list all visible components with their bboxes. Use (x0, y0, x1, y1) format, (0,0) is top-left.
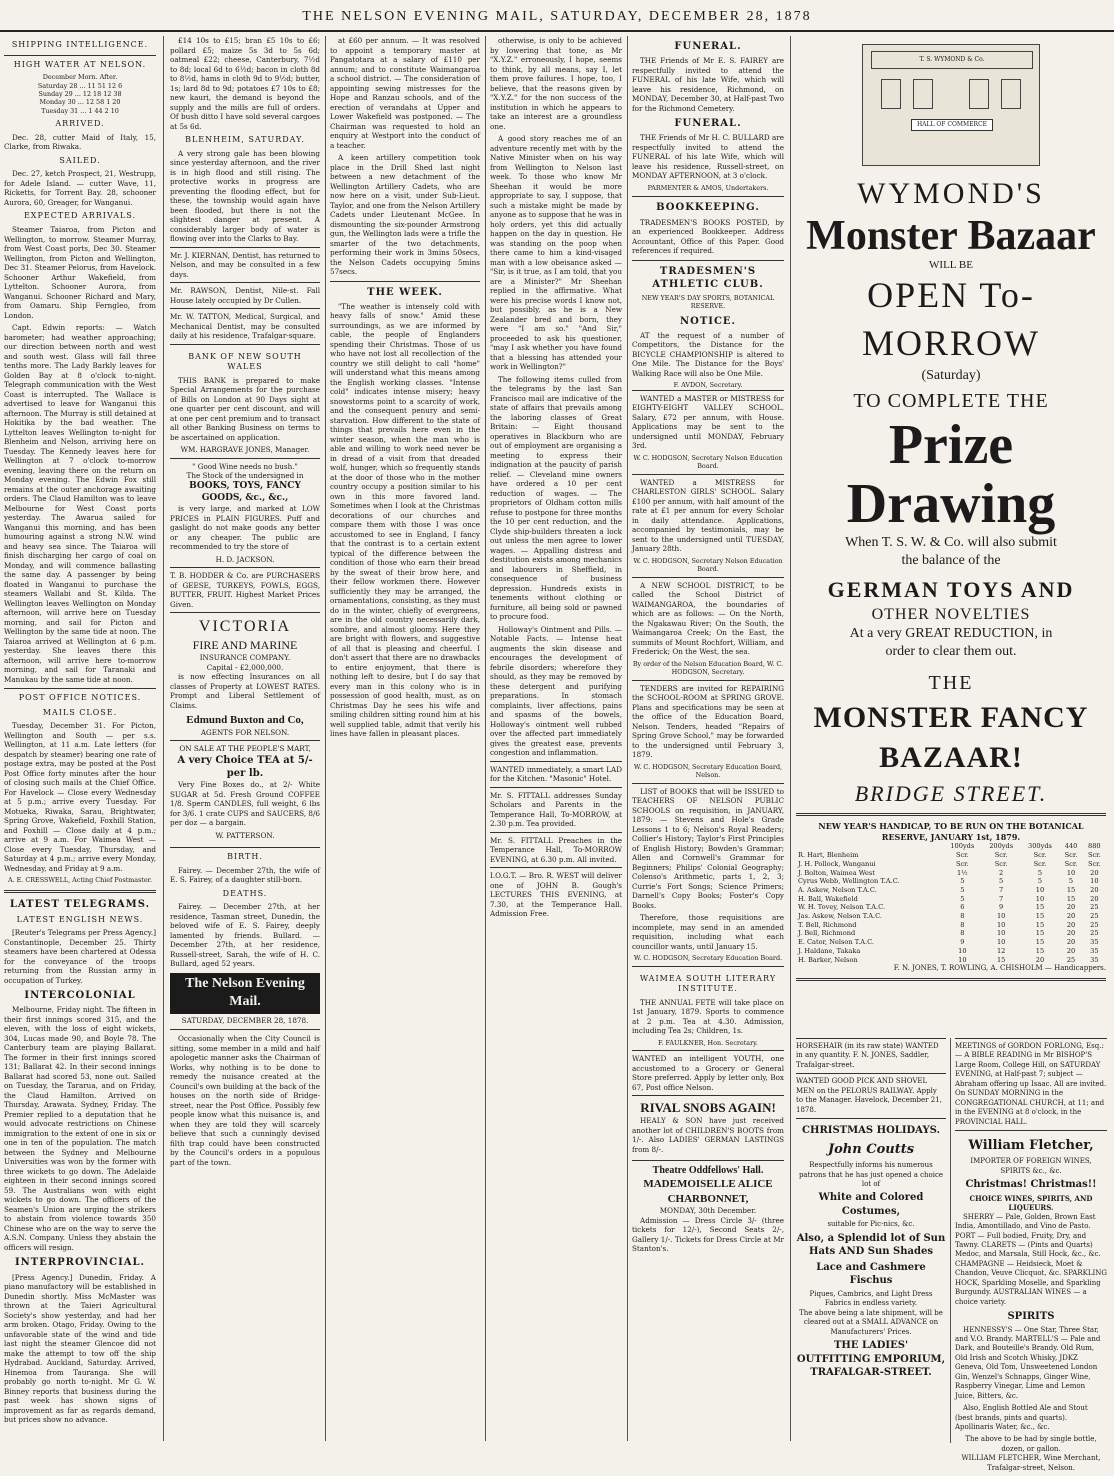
charbonnet-text: Admission — Dress Circle 3/- (three tickets for 12/-), Second Seats 2/-, Gallery 1/-. Tickets for Dress Circle at Mr Stanton's. (632, 1215, 784, 1254)
handicap-cell: Scr. (1087, 859, 1101, 868)
athletic-sub: NEW YEAR'S DAY SPORTS, BOTANICAL RESERVE. (641, 293, 775, 311)
runner-name: J. Bell, Richmond (798, 929, 856, 938)
good-wine: " Good Wine needs no bush." (192, 461, 298, 471)
tenders-text: TENDERS are invited for REPAIRING the SCHOOL-ROOM at SPRING GROVE. Plans and specifications may be seen at the office of the Education Board, Nelson. Tenders, headed "Repairs of Spring Grove School," may be forwarded to the undersigned until February 3, 1879. (632, 683, 784, 760)
master-text: WANTED a MASTER or MISTRESS for EIGHTY-EIGHT VALLEY SCHOOL. Salary, £72 per annum, with House. Applications may be sent to the undersigned until MONDAY, February 3rd. (632, 393, 784, 451)
deaths-text: Fairey. — December 27th, at her residence, Tasman street, Dunedin, the beloved wife of E. S. Fairey, deeply lamented by friends. Bullard. — December 27th, at her residence, Russell-street, Sarah, the wife of H. C. Bullard, aged 52 years. (170, 902, 320, 969)
ad-tatton: Mr. W. TATTON, Medical, Surgical, and Mechanical Dentist, may be consulted daily at his residence, Trafalgar-square. (170, 308, 320, 344)
handicap-row (796, 886, 1106, 895)
rival-title: RIVAL SNOBS AGAIN! (640, 1100, 776, 1116)
choice-wines: CHOICE WINES, SPIRITS, AND LIQUEURS. (969, 1193, 1093, 1213)
ad-charleston (632, 474, 784, 577)
handicap-cell: 20 (1066, 946, 1076, 955)
undertakers: PARMENTER & AMOS, Undertakers. (647, 183, 769, 192)
cadets-text: A keen artillery competition took place in the Drill Shed last night between a new detachment of the Wellington Artillery Cadets, who are now here on a visit, under Sub-Lieut. Taylor, and one from the Nelson Artillery Cadets under Lieutenant McGee. In dismounting the six-pounder Armstrong gun, the Wellington lads were a trifle the smarter of the two detachments, performing their work in 3mins 50secs, the Nelson Cadets occupying 5mins 57secs. (330, 153, 480, 276)
handicap-cell: 5 (960, 894, 965, 903)
column-rule (790, 36, 791, 1441)
runner-name: E. Cator, Nelson T.A.C. (798, 938, 874, 947)
post-signature: A. E. CRESSWELL, Acting Chief Postmaster. (7, 876, 153, 885)
tide-row: Saturday 28 ... 11 51 12 6 (37, 81, 123, 90)
runner-name: H. Barker, Nelson (798, 955, 858, 964)
intercolonial-text: Melbourne, Friday night. The fifteen in their first innings scored 315, and the eleven, with the loss of eight wickets, 304, Lucas made 90, and Boyle 78. The Canterbury team are playing Ballarat. The former in their first innings scored 131; Ballarat 42. In their second innings Ballarat had scored 53, none out. Sailed on Tuesday, the Tararua, and on Friday, the Claud Hamilton. Arrived on Thursday, Arawata. Sydney, Friday. The Premier replied to a deputation that he would advocate restrictions on Chinese immigration to the extent of one in six or one in ten of the population. The match between the Sydney and Melbourne Universities was won by the former with three wickets to go down. The Adelaide eighteen in their second innings scored 59. The Australians won with eight wickets to go down. The officers of the Seamen's Union are urging the strikers to abstain from violence towards 350 Chinese who are on the way to serve the A.S.N. Company. Unless they abstain the officers will resign. (4, 1005, 156, 1252)
bridge-street: BRIDGE STREET. (854, 781, 1048, 807)
blenheim-title: BLENHEIM, SATURDAY. (185, 135, 305, 144)
hall-sign: HALL OF COMMERCE (911, 119, 993, 131)
bank-title: BANK OF NEW SOUTH WALES (188, 351, 302, 372)
ad-fittall-scholars: Mr. S. FITTALL addresses Sunday Scholars and Parents in the Temperance Hall, To-MORROW, at 2.30 p.m. Tea provided. (490, 787, 622, 832)
sale-title: ON SALE AT THE PEOPLE'S MART, (179, 744, 311, 754)
sale-text: Very Fine Boxes do., at 2/- White SUGAR at 5d. Fresh Ground COFFEE 1/8. Sperm CANDLES, full weight, 6 lbs for 3/6. 1 crate CUPS and SAUCERS, 8/6 per doz — a bargain. (170, 780, 320, 828)
shipping-title: SHIPPING INTELLIGENCE. (11, 40, 149, 49)
column-6-left (796, 1038, 946, 1385)
masthead-title: THE NELSON EVENING MAIL, SATURDAY, DECEMBER 28, 1878 (302, 9, 812, 24)
handicap-cell: 5 (1037, 868, 1043, 877)
books-sig: W. C. HODGSON, Secretary Education Board. (633, 954, 783, 963)
handicap-cell: Scr. (994, 851, 1008, 860)
notice-text: AT the request of a number of Competitors, the Distance for the BICYCLE CHAMPIONSHIP is altered to One Mile. The Distance for the Boys' Walking Race will also be One Mile. (632, 330, 784, 378)
ad-victoria (170, 612, 320, 740)
editorial-text: Occasionally when the City Council is sitting, some member in a mild and half apologetic manner asks the Chairman of Works, why nothing is to be done to remedy the nuisance created at the Council's own building at the back of the houses on the north side of Bridge-street, near the Post Office. Possibly few people know what this nuisance is, and when they are told they will scarcely believe that such a cunningly devised filth trap could have been constructed by the Council's orders in a populous part of the town. (170, 1034, 320, 1167)
column-rule (950, 1038, 951, 1443)
column-rule (163, 36, 164, 1441)
handicap-cell: Scr. (1064, 859, 1078, 868)
waimea-text: THE ANNUAL FETE will take place on 1st January, 1879. Sports to commence at 2 p.m. Tea at 4.30. Admission, including Tea 2s; Children, 1s. (632, 997, 784, 1036)
handicap-cell: 7 (999, 885, 1004, 894)
handicap-header (796, 842, 1106, 851)
handicap-table (796, 842, 1106, 964)
handicap-cell: 15 (1035, 912, 1045, 921)
handicap-cell: 8 (960, 920, 965, 929)
handicap-cell: 10 (996, 920, 1006, 929)
handicap-cell: 9 (960, 938, 965, 947)
column-6-right (955, 1038, 1107, 1476)
white-costumes: White and Colored Costumes, (818, 1192, 924, 1217)
waimea-sig: F. FAULKNER, Hon. Secretary. (658, 1038, 758, 1047)
handicap-cell: 12 (996, 946, 1006, 955)
tenders-sig: W. C. HODGSON, Secretary Education Board, Nelson. (633, 762, 783, 780)
handicap-cell: 5 (960, 885, 965, 894)
mails-text: Tuesday, December 31. For Picton, Wellington and South — per s.s. Wellington, at 11 a.m. Late letters (for despatch by steamer) bearing one rate of postage extra, may be posted at the Post Post Office forty minutes after the hour of closing such mails at the Chief Office. For Havelock — Close every Wednesday at 5 p.m.; arrive every Tuesday. For Motueka, Riwaka, Sarau, Brightwater, Spring Grove, Wakefield, Foxhill Station, and Foxhill — Close daily at 4 p.m.; arrive at 9 a.m. For Waimea West — Close every Tuesday, Thursday, and Saturday at 4 p.m.; arrive every Monday, Wednesday, and Friday at 9 a.m. (4, 721, 156, 873)
sun-hats: Also, a Splendid lot of Sun Hats AND Sun Shades (796, 1232, 946, 1258)
healy-text: HEALY & SON have just received another lot of CHILDREN'S BOOTS from 1/-. Also LADIES' GERMAN LASTINGS from 8/-. (632, 1116, 784, 1154)
other-novelties: OTHER NOVELTIES (871, 605, 1031, 623)
handicap-cell: 5 (999, 877, 1004, 886)
runner-name: R. Hart, Blenheim (798, 851, 859, 860)
handicap-row (796, 929, 1106, 938)
handicap-cell: 8 (960, 929, 965, 938)
ad-youth: WANTED an intelligent YOUTH, one accustomed to a Grocery or General Store preferred. Apply by letter only, Box 67, Post office Nelson. (632, 1050, 784, 1095)
expected-text: Steamer Taiaroa, from Picton and Wellington, to morrow. Steamer Murray, from West Coast ports, Dec 30. Steamer Wellington, from Picton and Wellington, Dec 31. Steamer Pelorus, from Havelock. Schooner Arthur Wakefield, from Lyttelton. Schooner Aurora, from Wanganui. Schooner Richard and Mary, from Oamaru. Ship Ferngleo, from London. (4, 225, 156, 320)
ad-waimea (632, 966, 784, 1051)
theatre-title: Theatre Oddfellows' Hall. (652, 1165, 764, 1177)
handicap-cell: 20 (1066, 903, 1076, 912)
header-cell (796, 842, 943, 851)
late-shipment: The above being a late shipment, will be cleared out at a SMALL ADVANCE on Manufacturers' Prices. (799, 1308, 943, 1336)
handicap-cell: 10 (1035, 894, 1045, 903)
ad-pick-shovel: WANTED GOOD PICK AND SHOVEL MEN on the PELORUS RAILWAY. Apply to the Manager. Havelock, December 21, 1878. (796, 1073, 946, 1118)
header-cell: 880 (1088, 842, 1101, 851)
ad-iogt: I.O.G.T. — Bro. R. WEST will deliver one of JOHN B. Gough's LECTURES THIS EVENING, at 7.30, at the Temperance Hall. Admission Free. (490, 867, 622, 922)
handicap-cell: Scr. (1033, 859, 1047, 868)
latest-telegrams-title: LATEST TELEGRAMS. (9, 898, 151, 910)
interprovincial-text: [Press Agency.] Dunedin, Friday. A piano manufactory will be established in Dunedin shortly. Miss McMaster was thrown at the Taieri Agricultural Society's show yesterday, and had her arm broken. Otago, Friday. Owing to the unfavorable state of the wind and tide last night the steamer Glencoe did not make the attempt to tow off the ship Hydrabad. Auckland, Saturday. Arrived, Hinemoa from Tauranga. She will probably go north to-night. Mr G. W. Binney reports that business during the past week has shown signs of improvement as far as regards demand, but prices show no advance. (4, 1272, 156, 1425)
deaths-title: DEATHS. (222, 888, 268, 898)
runner-name: H. Ball, Wakefield (798, 894, 858, 903)
handicap-row (796, 869, 1106, 878)
victoria-company: INSURANCE COMPANY. (199, 653, 291, 663)
runner-name: J. Bolton, Waimea West (798, 868, 875, 877)
handicap-cell: Scr. (1033, 851, 1047, 860)
handicap-cell: 1½ (957, 868, 968, 877)
column-1 (4, 36, 156, 1441)
handicap-cell: 25 (1090, 929, 1099, 938)
english-news-text: [Reuter's Telegrams per Press Agency.] Constantinople, December 25. Thirty steamers have been chartered at Odessa for the conveyance of the troops returning from the Russian army in occupation of Turkey. (4, 928, 156, 985)
column-2 (170, 36, 320, 1441)
ad-kiernan: Mr. J. KIERNAN, Dentist, has returned to Nelson, and may be consulted in a few days. (170, 247, 320, 283)
column-5 (632, 36, 784, 1441)
ad-hodder: T. B. HODDER & Co. are PURCHASERS of GEESE, TURKEYS, FOWLS, EGGS, BUTTER, FRUIT. Highest Market Prices Given. (170, 567, 320, 612)
waimea-title: WAIMEA SOUTH LITERARY INSTITUTE. (639, 973, 777, 994)
victoria-title: VICTORIA (198, 618, 292, 636)
saturday: (Saturday) (921, 368, 981, 384)
arrived-text: Dec. 28, cutter Maid of Italy, 15, Clarke, from Riwaka. (4, 132, 156, 152)
fletcher-name: William Fletcher, (968, 1137, 1094, 1153)
wines-text: SHERRY — Pale, Golden, Brown East India, Amontillado, and Vino de Pasto. PORT — Full bodied, Fruity, Dry, and Tawny. CLARETS — (Pints and Quarts) Medoc, and Marsala, Still Hock, &c., &c. CHAMPAGNE — Heidsieck, Moet & Chandon, Veuve Clicquot, &c. SPARKLING HOCK, Sparkling Moselle, and Sparkling Burgundy. AUSTRALIAN WINES — a choice variety. (955, 1212, 1107, 1306)
interprovincial-title: INTERPROVINCIAL. (14, 1257, 146, 1269)
handicap-title: NEW YEAR'S HANDICAP, TO BE RUN ON THE BOTANICAL RESERVE, JANUARY 1st, 1879. (818, 821, 1084, 842)
english-news-title: LATEST ENGLISH NEWS. (16, 914, 144, 924)
window (969, 79, 989, 109)
handicap-cell: 10 (1035, 885, 1045, 894)
handicap-row (796, 877, 1106, 886)
open-tomorrow: OPEN To-MORROW (861, 275, 1040, 363)
handicap-cell: 20 (1090, 868, 1099, 877)
ad-peoples-mart (170, 740, 320, 843)
ale-text: Also, English Bottled Ale and Stout (best brands, pints and quarts). Apollinaris Water, &c., &c. (955, 1404, 1088, 1431)
handicap-cell: 35 (1090, 955, 1099, 964)
notice-title: NOTICE. (679, 315, 737, 327)
bank-text: THIS BANK is prepared to make Special Arrangements for the purchase of Bills on London at 90 Days sight at one quarter per cent discount, and will at one per cent premium and to transact all other Banking Business on terms to be ascertained on application. (170, 375, 320, 442)
christmas-holidays: CHRISTMAS HOLIDAYS. (802, 1125, 940, 1137)
birth-title: BIRTH. (227, 852, 263, 862)
column-3 (330, 36, 480, 1441)
handicap-cell: 25 (1090, 912, 1099, 921)
runner-name: J. H. Pollock, Wanganui (798, 859, 876, 868)
handicap-cell: 10 (996, 929, 1006, 938)
handicap-cell: 7 (999, 894, 1004, 903)
handicap-cell: Scr. (1087, 851, 1101, 860)
bookkeeping-title: BOOKKEEPING. (656, 202, 760, 214)
ad-tenders (632, 680, 784, 783)
column-rule (485, 36, 486, 1441)
victoria-capital: Capital - £2,000,000. (206, 662, 284, 672)
post-office-title: POST OFFICE NOTICES. (18, 693, 142, 702)
handicap-cell: 20 (1066, 929, 1076, 938)
handicap-row (796, 895, 1106, 904)
the-week-text: "The weather is intensely cold with heavy falls of snow." Amid these surroundings, as we are informed by cable, the people of Englanders spending their Christmas. Those of us who have not lost all recollection of the country we still delight to call "home" will understand what this means among the English working classes. "Intense cold" indicates intense misery; heavy snowstorms point to a scarcity of work, and the consequent penury and semi-starvation. How different to the state of things that prevails here even in the winter season, when the man who is able and willing to work need never be in dread of a visit from that dreaded wolf, hunger, which so frequently stands at the door of those who in the mother country occupy a position similar to his own in this more favored land. Sometimes when I look at the Christmas decorations of our churches and compare them with those I was once accustomed to see in England, I fancy that the contrast is to a certain extent typical of the difference between the condition of those who earn their bread by the sweat of their brow here, and their fellow workmen there. However sufficiently they may be arranged, the ornamentations, consisting, as they must do in the winter, chiefly of evergreens, are in the old country necessarily dark, sombre, and almost gloomy. Here they are bright with flowers, and suggestive of all that is pleasing and cheerful. I don't assert that there are no drawbacks to entire enjoyment, that there is nothing left to desire, but I do say that every man in this colony who is in possession of good health, must, as on Christmas Day he sees his wife and smiling children sitting round him at his well supplied table, admit that verily his lines have fallen in pleasant places. (330, 301, 480, 739)
window (913, 79, 933, 109)
charbonnet-date: MONDAY, 30th December. (659, 1206, 757, 1216)
handicap-row (796, 921, 1106, 930)
funeral-title: FUNERAL. (674, 41, 742, 52)
handicap-row (796, 903, 1106, 912)
ad-bank (170, 344, 320, 458)
district-sig: By order of the Nelson Education Board, W. C. HODGSON, Secretary. (632, 659, 784, 677)
wymond-title: WYMOND'S (857, 177, 1045, 210)
handicap-row (796, 860, 1106, 869)
handicap-cell: 5 (960, 877, 965, 886)
handicap-row (796, 956, 1106, 965)
handicap-cell: Scr. (994, 859, 1008, 868)
christmas-line: Christmas! Christmas!! (965, 1179, 1097, 1191)
birth-text: Fairey. — December 27th, the wife of E. S. Fairey, of a daughter still-born. (170, 865, 320, 885)
handicap-cell: 35 (1090, 946, 1099, 955)
funeral-fairey: THE Friends of Mr E. S. FAIREY are respectfully invited to attend the FUNERAL of his late Wife, which will leave his residence, Richmond, on MONDAY, December 30, at Half-past Two for the Richmond Cemetery. (632, 56, 784, 113)
header-cell: 300yds (1028, 842, 1052, 851)
john-coutts: John Coutts (827, 1141, 915, 1157)
handicap-cell: 10 (958, 946, 967, 955)
handicap-cell: 10 (996, 938, 1006, 947)
sheehan-story: A good story reaches me of an adventure recently met with by the Native Minister when on his way from Wellington to Nelson last week. To those who know Mr Sheehan it would be more appropriate to say, I suppose, that such a mistake might be made by anyone as to suppose that he was in holy orders, yet this did actually happen on the day in question. He was standing on the poop when there came to him a kind-visaged man with a low obeisance asked — "Sir, is it true, as I am told, that you are a Minister?" Mr Sheehan replied in the affirmative. What were his precise words I know not, but possibly, as he is a New Zealander bred and born, they were "I am so." "And Sir," proceeded to ask his questioner, "may I ask whether you have found that a blessing has attended your work in Wellington?" (490, 134, 622, 371)
handicap-cell: 20 (1090, 894, 1099, 903)
ad-books (632, 783, 784, 966)
charleston-sig: W. C. HODGSON, Secretary Nelson Education Board. (633, 556, 783, 574)
stock-body: is very large, and marked at LOW PRICES in PLAIN FIGURES. Puff and gaslight do not make goods any better or any cheaper. The public are recommended to try the store of (170, 504, 320, 552)
handicap-cell: 5 (1068, 877, 1074, 886)
handicap-row (796, 912, 1106, 921)
handicap-cell: 20 (1090, 885, 1099, 894)
reduction-line: At a very GREAT REDUCTION, in (849, 625, 1053, 641)
runner-name: W. H. Tovey, Nelson T.A.C. (798, 903, 886, 912)
hall-roof-sign: T. S. WYMOND & Co. (871, 51, 1033, 69)
handicap-cell: 35 (1090, 938, 1099, 947)
handicap-cell: 20 (1066, 920, 1076, 929)
master-sig: W. C. HODGSON, Secretary Nelson Education Board. (633, 453, 783, 471)
runner-name: T. Bell, Richmond (798, 920, 857, 929)
handicap-cell: 20 (1066, 938, 1076, 947)
handicap-cell: 10 (996, 912, 1006, 921)
handicappers: F. N. JONES, T. ROWLING, A. CHISHOLM — Handicappers. (893, 964, 1106, 973)
tea-line: A very Choice TEA at 5/- per lb. (177, 754, 313, 780)
runner-name: J. Haldane, Takaka (798, 946, 861, 955)
handicap-cell: 6 (960, 903, 965, 912)
ad-charbonnet (632, 1160, 784, 1260)
market-prices: £14 10s to £15; bran £5 10s to £6; pollard £5; maize 5s 3d to 5s 6d; oatmeal £22; cheese, Canterbury, 7½d to 8d; local 6d to 6½d; bacon in cloth 8d to 8½d, hams in cloth 9d to 9½d; butter, 1s; lard 8d to 9d; potatoes £7 10s to £8; new kauri, the demand is beyond the supply and the mills are full of orders. Of bush ditto I have sold several cargoes at 5s 6d. (170, 36, 320, 131)
column-4 (490, 36, 622, 1441)
monster-fancy-bazaar: MONSTER FANCY BAZAAR! (813, 701, 1089, 774)
will-be: WILL BE (929, 258, 973, 271)
notice-signature: F. AVDON, Secretary. (673, 381, 743, 390)
handicap-row (796, 938, 1106, 947)
header-cell: 200yds (989, 842, 1014, 851)
buxton-sub: AGENTS FOR NELSON. (200, 727, 290, 737)
coutts-text: Respectfully informs his numerous patrons that he has just opened a choice lot of (798, 1161, 944, 1188)
sold-text: The above to be had by single bottle, dozen, or gallon. (965, 1435, 1097, 1453)
the-line: THE (928, 671, 974, 694)
ladies-emporium: THE LADIES' OUTFITTING EMPORIUM, TRAFALGAR-STREET. (796, 1340, 946, 1379)
the-week-title: THE WEEK. (367, 286, 443, 298)
handicap-cell: 15 (996, 955, 1006, 964)
ad-master (632, 390, 784, 474)
fletcher-signature: WILLIAM FLETCHER, Wine Merchant, Trafalgar-street, Nelson. (961, 1454, 1101, 1472)
high-water-title: HIGH WATER AT NELSON. (13, 59, 147, 69)
handicap-row (796, 947, 1106, 956)
expected-title: EXPECTED ARRIVALS. (23, 211, 137, 221)
handicap-cell: 20 (1066, 912, 1076, 921)
telegram-items: The following items culled from the telegrams by the last San Francisco mail are indicative of the state of affairs that prevails among the laboring classes of Great Britain: — Eight thousand operatives in Blackburn who are out of employment are organising a meeting to express their indignation at the paucity of parish relief. — Cleveland mine owners have ordered a 10 per cent reduction of wages. — The proprietors of Oldham cotton mills refuse to postpone for three months the 10 per cent reduction, and the Clyde ship-builders threaten a lock out unless the men agree to lower wages. — Appalling distress and destitution exists among mechanics and labourers in Sheffield, in consequence of business depression. Hundreds exists in tenements without clothing or furniture, all being sold or pawned to procure food. (490, 374, 622, 621)
tides-header: December Morn. After. (42, 73, 118, 82)
spirits-title: SPIRITS (1007, 1311, 1055, 1323)
ad-horsehair: HORSEHAIR (in its raw state) WANTED in any quantity. F. N. JONES, Saddler, Trafalgar-street. (796, 1038, 946, 1073)
spirits-text: HENNESSY'S — One Star, Three Star, and V.O. Brandy. MARTELL'S — Pale and Dark, and Bouteille's Brandy. Old Rum, Old Irish and Scotch Whisky, JDKZ Geneva, Old Tom, Unsweetened London Gin, Wenzel's Schnapps, Ginger Wine, Raspberry Vinegar, Lime and Lemon Juice, Bitters, &c. (955, 1325, 1101, 1400)
handicap-cell: 20 (1035, 955, 1045, 964)
handicap-cell: 15 (1035, 946, 1045, 955)
handicap-cell: 15 (1035, 929, 1045, 938)
when-line: When T. S. W. & Co. will also submit (845, 534, 1057, 550)
paper-dateline: SATURDAY, DECEMBER 28, 1878. (181, 1015, 309, 1025)
sailed-title: SAILED. (59, 155, 101, 165)
handicap-cell: 10 (1090, 877, 1099, 886)
bank-signature: WM. HARGRAVE JONES, Manager. (180, 445, 310, 455)
mails-title: MAILS CLOSE. (42, 707, 118, 717)
german-toys: GERMAN TOYS AND (827, 576, 1075, 602)
handicap-cell: 25 (1090, 903, 1099, 912)
board-text: at £60 per annum. — It was resolved to appoint a temporary master at Pangatotara at a salary of £110 per annum; and to constitute Waimangaroa a school district. — The consideration of appointing sewing mistresses for the Hope and Ranzau schools, and of the erection of verandahs at Upper and Lower Wakefield was postponed. — The Chairman was requested to hold an enquiry at Westport into the conduct of a teacher. (330, 36, 480, 150)
lace-fischus: Lace and Cashmere Fischus (816, 1261, 926, 1287)
funeral-title-2: FUNERAL. (674, 118, 742, 130)
runner-name: A. Askew, Nelson T.A.C. (798, 885, 877, 894)
victoria-text: is now effecting Insurances on all classes of Property at LOWEST RATES. Prompt and Liberal Settlement of Claims. (170, 672, 320, 710)
handicap-cell: 5 (1037, 877, 1043, 886)
handicap-cell: Scr. (1064, 851, 1078, 860)
runner-name: Jas. Askew, Nelson T.A.C. (798, 912, 883, 921)
tide-row: Monday 30 ... 12 58 1 20 (39, 98, 121, 107)
monster-bazaar: Monster Bazaar (806, 212, 1096, 259)
prize-drawing: Prize Drawing (846, 414, 1056, 535)
charbonnet-name: MADEMOISELLE ALICE CHARBONNET, (643, 1178, 773, 1205)
holloway-ad: Holloway's Ointment and Pills. — Notable Facts. — Intense heat augments the skin disease and encourages the development of febrile disorders; wherefore they should, as they may be removed by these detergent and purifying preparations. In stomach complaints, liver affections, pains and spasms of the bowels, Holloway's ointment well rubbed over the affected part immediately gives the greatest ease, prevents congestion and inflammation. (490, 624, 622, 757)
paper-logo: The Nelson Evening Mail. (170, 973, 320, 1014)
hall-of-commerce-engraving (862, 44, 1040, 166)
sailed-text: Dec. 27, ketch Prospect, 21, Westrupp, for Adele Island. — cutter Wave, 11, Ricketts, for Torrent Bay. 28, schooner Aurora, 60, Greager, for Wanganui. (4, 169, 156, 207)
handicap-body (796, 851, 1106, 964)
pic-nics: suitable for Pic-nics, &c. (827, 1220, 915, 1229)
stock-items: BOOKS, TOYS, FANCY GOODS, &c., &c., (189, 480, 301, 503)
stock-signature: H. D. JACKSON. (215, 554, 275, 564)
piques-text: Piques, Cambrics, and Light Dress Fabrics in endless variety. (809, 1289, 933, 1308)
header-cell: 100yds (950, 842, 975, 851)
buxton-name: Edmund Buxton and Co, (186, 714, 304, 727)
header-cell: 440 (1064, 842, 1078, 851)
ad-fletcher (955, 1130, 1107, 1476)
bookkeeping-text: TRADESMEN'S BOOKS POSTED, by an experienced Bookkeeper. Address Accountant, Office of this Paper. Good references if required. (632, 217, 784, 256)
handicap-cell: Scr. (955, 851, 969, 860)
window (1001, 79, 1021, 109)
arrived-title: ARRIVED. (55, 119, 105, 129)
balance-line: the balance of the (901, 553, 1001, 569)
handicap-cell: 10 (1066, 868, 1076, 877)
handicap-cell: 25 (1090, 920, 1099, 929)
ad-fittall-preaches: Mr. S. FITTALL Preaches in the Temperance Hall, To-MORROW EVENING, at 6.30 p.m. All invited. (490, 832, 622, 868)
district-text: A NEW SCHOOL DISTRICT, to be called the School District of WAIMANGAROA, the boundaries of which are as follows: — On the North, the Ngakawau River; On the South, the Waimangaroa Creek; On the East, the summits of Mount Rochfort, William, and Frederick; On the West, the sea. (632, 580, 784, 657)
column-rule (627, 36, 628, 1441)
masthead (0, 0, 1114, 32)
ad-coutts (796, 1118, 946, 1384)
handicap-cell: 2 (999, 868, 1004, 877)
athletic-title: TRADESMEN'S ATHLETIC CLUB. (652, 265, 764, 290)
victoria-subtitle: FIRE AND MARINE (192, 637, 298, 652)
charleston-text: WANTED a MISTRESS for CHARLESTON GIRLS' SCHOOL. Salary £100 per annum, with half amount of the rate at £1 per annum for every Scholar in daily attendance. Applications, accompanied by testimonials, may be sent to the undersigned until TUESDAY, January 28th. (632, 477, 784, 554)
handicap-cell: 15 (1035, 920, 1045, 929)
handicap-cell: Scr. (955, 859, 969, 868)
books-note: Therefore, those requisitions are incomplete, may send in an amended requisition, including what each councillor wants, until January 15. (632, 913, 784, 951)
sale-signature: W. PATTERSON. (215, 830, 275, 840)
handicap-cell: 15 (1035, 938, 1045, 947)
books-text: LIST of BOOKS that will be ISSUED to TEACHERS OF NELSON PUBLIC SCHOOLS on requisition, in JANUARY, 1879: — Stevens and Hole's Grade Lessons 1 to 6; Nelson's Royal Readers; Collier's History; Taylor's First Principles of English History; Bowden's Grammar; Allen and Cornwell's Grammar for Beginners; Philips' Colonial Geography; Colenso's Arithmetic, parts 1, 2, 3; Currie's Fort Songs; Science Primers; Darnell's Copy Books; Foster's Copy Books. (632, 786, 784, 910)
to-complete: TO COMPLETE THE (853, 389, 1049, 412)
ad-lad-wanted: WANTED immediately, a smart LAD for the Kitchen. "Masonic" Hotel. (490, 761, 622, 787)
intercolonial-title: INTERCOLONIAL (24, 990, 136, 1002)
ad-rival-snobs (632, 1095, 784, 1160)
blenheim-text: A very strong gale has been blowing since yesterday afternoon, and the river is in high flood and still rising. The protective works in progress are preventing the flooding effect, but for these, the township would again have been flooded, but there is not the slightest danger at present. A considerably larger body of water is flowing over into the Clarks to Bay. (170, 148, 320, 244)
ad-jackson (170, 458, 320, 568)
week-continued: otherwise, is only to be achieved by lowering that tone, as Mr "X.Y.Z." erroneously, I hope, seems to think, by all means, say I, let them prove failures. I hope, too, I believe, that the reasons given by "X.Y.Z." for the non success of the institution in which he appears to take an interest are a groundless one. (490, 36, 622, 131)
handicap-cell: 8 (960, 912, 965, 921)
fletcher-sub: IMPORTER OF FOREIGN WINES, SPIRITS &c., &c. (970, 1157, 1092, 1175)
ad-gordon-forlong: MEETINGS of GORDON FORLONG, Esq.: — A BIBLE READING in Mr BISHOP'S Large Room, College Hill, on SATURDAY EVENING, at Half-past 7; subject — Abraham offering up Isaac. All are invited. On SUNDAY MORNING in the CONGREGATIONAL CHURCH, at 11; and in the EVENING at 8 o'clock, in the PROVINCIAL HALL. (955, 1038, 1107, 1130)
ad-district (632, 577, 784, 680)
tide-row: Sunday 29 ... 12 18 12 38 (38, 90, 122, 98)
clear-line: order to clear them out. (885, 644, 1017, 660)
tide-row: Tuesday 31 ... 1 44 2 10 (41, 106, 119, 115)
runner-name: Cyrus Webb, Wellington T.A.C. (798, 877, 900, 886)
handicap-cell: 15 (1066, 885, 1076, 894)
stock-intro: The Stock of the undersigned in (186, 471, 304, 481)
handicap-cell: 9 (999, 903, 1004, 912)
handicap-row (796, 851, 1106, 860)
handicap-cell: 15 (1066, 894, 1076, 903)
funeral-bullard: THE Friends of Mr H. C. BULLARD are respectfully invited to attend the FUNERAL of his late Wife, which will leave his residence, Russell-street, on MONDAY AFTERNOON, at 3 o'clock. (632, 133, 784, 181)
window (881, 79, 901, 109)
shipping-body: Capt. Edwin reports: — Watch barometer; had weather approaching; our direction between north and west and south west. Glass will fall three tenths more. The Lady Barkly leaves for Golden Bay at 8 o'clock to-night. Telegraph communication with the West Coast is interrupted. The Wallace is advertised to leave for Wanganui this afternoon. The Murray is still detained at Hokitika by the bad weather. The Lyttelton leaves Wellington to-night for Blenheim and Nelson, arriving here on Tuesday. The Kennedy leaves here for Wellington at 7 o'clock to-morrow evening, leaving there on the return on Monday evening. The Edwin Fox still remains at the outer anchorage awaiting orders. The Claud Hamilton was to leave Melbourne for West Coast ports yesterday. The Awarua sailed for Wanganui this morning, and has been humouring against a strong N.W. wind and heavy sea since. The Taiaroa will finish discharging her cargo of coal on Monday, and will commence ballasting the same day. A passenger by being floated in Wanganui to purchase the steamers Wallabi and St. Kilda. The Wellington leaves Wellington on Monday afternoon, will arrive here on Tuesday morning, and sail for Picton and Wellington by the same tide at noon. The Taiaroa arrived at Wellington at 6 p.m. yesterday. She leaves there this afternoon, will arrive here to-morrow morning, and sail for Taranaki and Manukau by the same tide at noon. (4, 323, 156, 684)
handicap-cell: 10 (958, 955, 967, 964)
handicap-cell: 15 (1035, 903, 1045, 912)
column-rule (325, 36, 326, 1441)
handicap-cell: 25 (1066, 955, 1076, 964)
ad-rawson: Mr. RAWSON, Dentist, Nile-st. Fall House lately occupied by Dr Cullen. (170, 282, 320, 308)
